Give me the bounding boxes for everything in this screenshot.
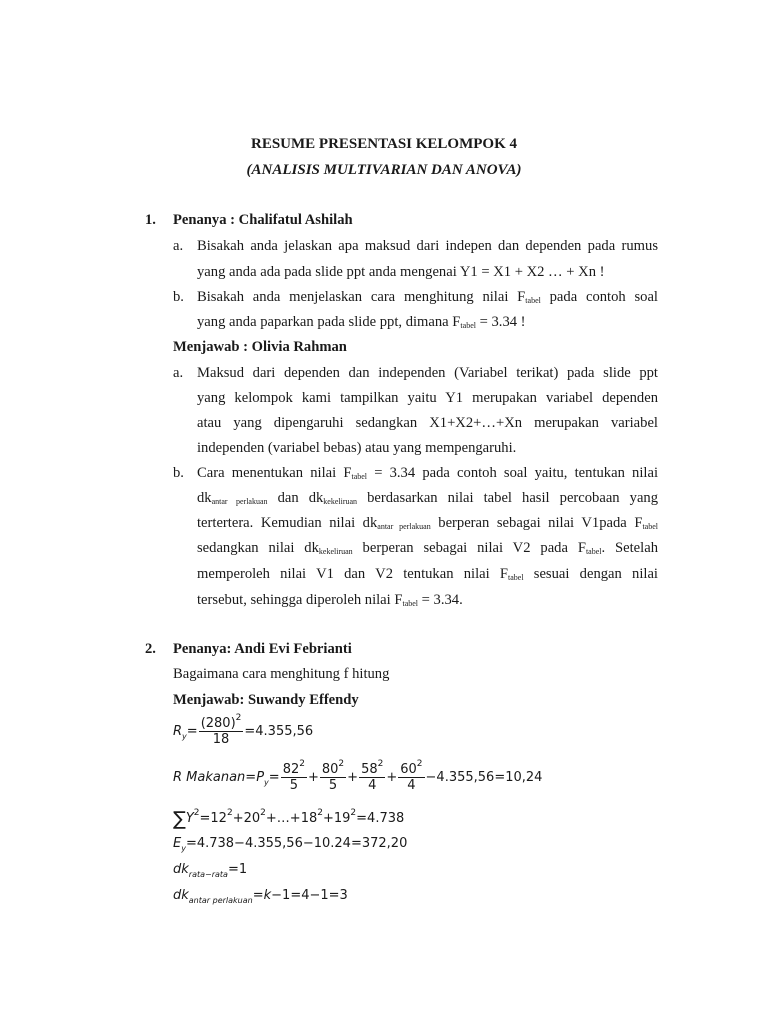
asker-2: Penanya: Andi Evi Febrianti <box>173 641 352 657</box>
ans-b-line-5: memperoleh nilai V1 dan V2 tentukan nilai $F_{tabel}$ sesuai dengan nilai <box>197 566 658 582</box>
ans-b-line-2: $dk_{antar perlakuan}$ dan $dk_{kekeliruan}$ berdasarkan nilai tabel hasil percobaan yang <box>197 490 659 506</box>
ans-a-line-4: independen (variabel bebas) atau yang mempengaruhi. <box>197 440 517 456</box>
ans-a-line-3: atau yang dipengaruhi sedangkan X1+X2+…+Xn merupakan variabel <box>197 415 658 431</box>
answerer-1: Menjawab : Olivia Rahman <box>173 339 347 355</box>
q1-b-marker: b. <box>173 289 184 305</box>
ans-a-line-1: Maksud dari dependen dan independen (Variabel terikat) pada slide ppt <box>197 365 658 381</box>
equation-dk-antar: $dk_{antar perlakuan}=k-1=4-1=3$ <box>173 888 348 905</box>
q1-a-marker: a. <box>173 238 184 254</box>
item-number-2: 2. <box>145 641 156 657</box>
ans-a-line-2: yang kelompok kami tampilkan yaitu Y1 merupakan variabel dependen <box>197 390 658 406</box>
document-subtitle: (ANALISIS MULTIVARIAN DAN ANOVA) <box>246 162 522 178</box>
equation-ry: $R_y=$ $\frac{(280)^2}{18}$ =4.355,56 <box>173 713 314 747</box>
document-title: RESUME PRESENTASI KELOMPOK 4 <box>250 136 517 152</box>
q1-a-line-1: Bisakah anda jelaskan apa maksud dari indepen dan dependen pada rumus <box>197 238 658 254</box>
item-number-1: 1. <box>145 212 156 228</box>
ans-b-line-3: tertertera. Kemudian nilai $dk_{antar perlakuan}$ berperan sebagai nilai V1pada $F_{tabel}$ <box>197 515 658 531</box>
q1-b-line-2: yang anda paparkan pada slide ppt, dimana $F_{tabel} = 3.34$ ! <box>197 314 526 330</box>
ans-b-marker: b. <box>173 465 184 481</box>
ans-b-line-1: Cara menentukan nilai $F_{tabel} = 3.34$ pada contoh soal yaitu, tentukan nilai <box>197 465 658 481</box>
ans-b-line-6: tersebut, sehingga diperoleh nilai $F_{tabel} = 3.34$. <box>197 592 463 608</box>
asker-1: Penanya : Chalifatul Ashilah <box>173 212 353 228</box>
q1-b-line-1: Bisakah anda menjelaskan cara menghitung nilai $F_{tabel}$ pada contoh soal <box>197 289 658 305</box>
answerer-2: Menjawab: Suwandy Effendy <box>173 692 359 708</box>
question-2-text: Bagaimana cara menghitung f hitung <box>173 666 390 682</box>
ans-a-marker: a. <box>173 365 184 381</box>
equation-sum-y2: $\sum Y^2=12^2+20^2+\dots+18^2+19^2=4.738$ <box>173 808 405 830</box>
q1-a-line-2: yang anda ada pada slide ppt anda mengenai Y1 = X1 + X2 … + Xn ! <box>197 264 605 280</box>
equation-r-makanan: R $Makanan=P_y=$ $\frac{82^2}{5}$ + $\frac{80^2}{5}$ + $\frac{58^2}{4}$ + $\frac{60^2}{4}$ −4.355,56=10,24 <box>173 759 543 793</box>
equation-dk-rata: $dk_{rata-rata}=1$ <box>173 862 248 879</box>
equation-ey: $E_y=4.738-4.355,56-10.24=372,20$ <box>173 836 408 853</box>
ans-b-line-4: sedangkan nilai $dk_{kekeliruan}$ berperan sebagai nilai V2 pada $F_{tabel}$. Setelah <box>197 540 658 556</box>
